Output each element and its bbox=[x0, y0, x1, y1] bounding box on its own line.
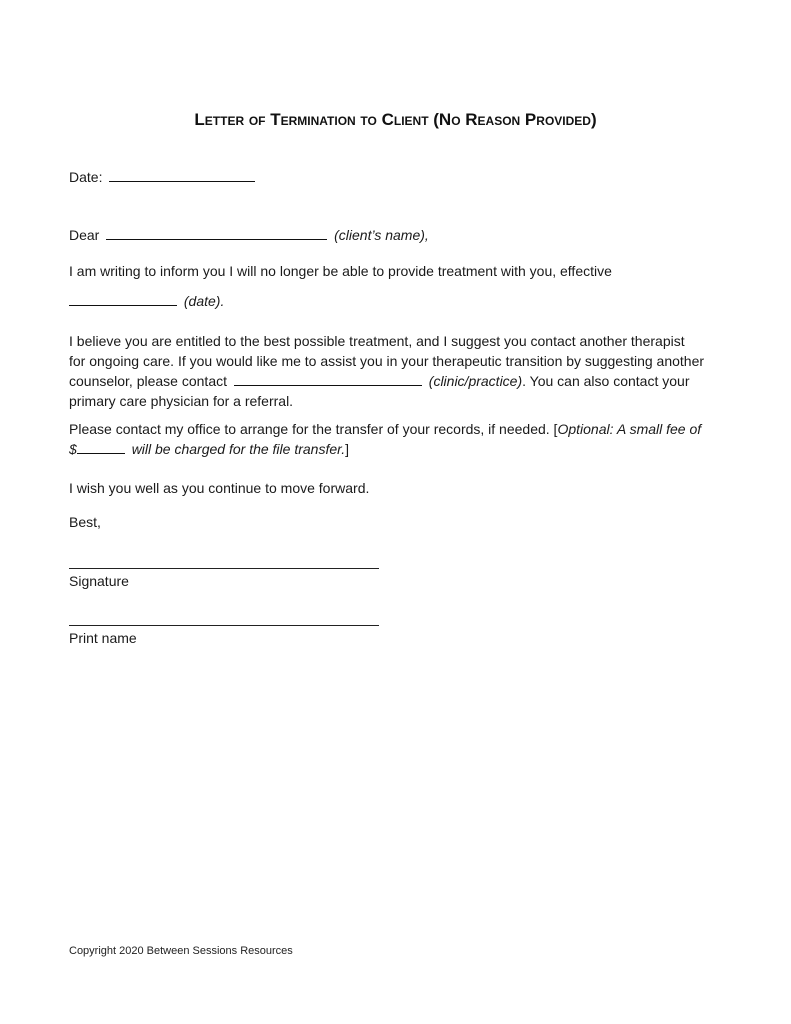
date-line bbox=[69, 167, 258, 187]
referral-line-4: primary care physician for a referral. bbox=[69, 393, 294, 409]
print-name-label: Print name bbox=[69, 630, 137, 646]
optional-fee-text: Optional: A small fee of bbox=[557, 421, 702, 437]
date-label: Date: bbox=[69, 169, 103, 185]
sign-off: Best, bbox=[69, 514, 101, 530]
print-name-field[interactable] bbox=[69, 625, 379, 626]
referral-line-3 bbox=[69, 371, 729, 391]
effective-date-field[interactable] bbox=[69, 291, 177, 306]
signature-label: Signature bbox=[69, 573, 129, 589]
records-line-2 bbox=[69, 439, 729, 459]
paragraph-effective bbox=[69, 261, 612, 281]
signature-field[interactable] bbox=[69, 568, 379, 569]
client-name-field[interactable] bbox=[106, 225, 327, 240]
fee-charge-text: will be charged for the file transfer. bbox=[131, 441, 346, 457]
fee-amount-field[interactable] bbox=[77, 439, 125, 454]
records-text: Please contact my office to arrange for the transfer of your records, if needed. [ bbox=[69, 421, 558, 437]
effective-date-hint: (date). bbox=[183, 293, 225, 309]
effective-text: I am writing to inform you I will no longer be able to provide treatment with you, effective bbox=[69, 263, 612, 279]
clinic-practice-hint: (clinic/practice) bbox=[428, 373, 523, 389]
date-field[interactable] bbox=[109, 167, 255, 182]
closing-line: I wish you well as you continue to move forward. bbox=[69, 480, 370, 496]
referral-contact-text: counselor, please contact bbox=[69, 373, 227, 389]
bracket-close: ] bbox=[345, 441, 350, 457]
document-title: Letter of Termination to Client (No Reason Provided) bbox=[194, 110, 597, 129]
copyright-footer: Copyright 2020 Between Sessions Resources bbox=[69, 945, 293, 957]
referral-line-1: I believe you are entitled to the best possible treatment, and I suggest you contact another therapist bbox=[69, 333, 685, 349]
paragraph-referral bbox=[69, 331, 729, 411]
dear-label: Dear bbox=[69, 227, 100, 243]
records-line-1 bbox=[69, 419, 729, 439]
referral-line-3-end: . You can also contact your bbox=[522, 373, 690, 389]
effective-date-line bbox=[69, 291, 224, 311]
client-name-hint: (client’s name), bbox=[334, 227, 429, 243]
dollar-sign: $ bbox=[69, 441, 77, 457]
clinic-practice-field[interactable] bbox=[234, 371, 422, 386]
referral-line-2: for ongoing care. If you would like me to assist you in your therapeutic transition by suggesting another bbox=[69, 353, 705, 369]
paragraph-records bbox=[69, 419, 729, 459]
salutation-line bbox=[69, 225, 429, 245]
